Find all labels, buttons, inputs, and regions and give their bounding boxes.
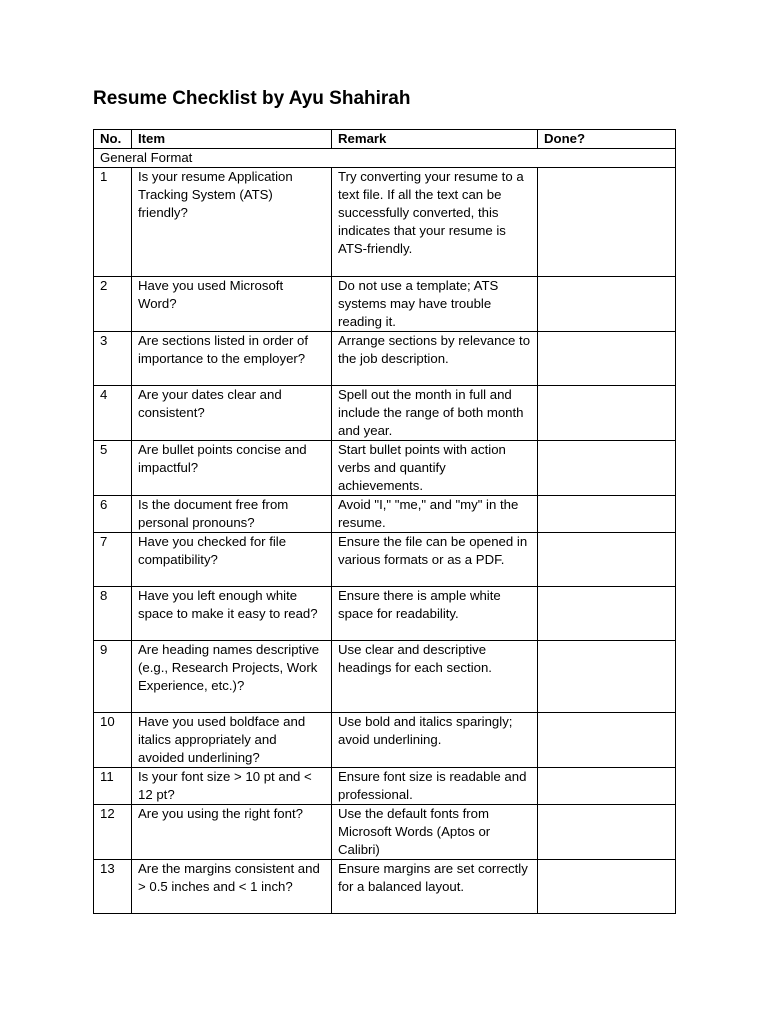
row-done-cell[interactable] [538, 587, 676, 641]
section-label: General Format [94, 149, 676, 168]
row-done-cell[interactable] [538, 277, 676, 332]
header-item: Item [132, 130, 332, 149]
header-remark: Remark [332, 130, 538, 149]
row-done-cell[interactable] [538, 441, 676, 496]
header-done: Done? [538, 130, 676, 149]
row-number: 6 [94, 496, 132, 533]
row-item: Are the margins consistent and > 0.5 inches and < 1 inch? [132, 860, 332, 914]
table-row [94, 641, 676, 713]
table-row [94, 533, 676, 587]
page-title: Resume Checklist by Ayu Shahirah [93, 88, 411, 109]
table-row [94, 277, 676, 332]
row-remark: Spell out the month in full and include the range of both month and year. [332, 386, 538, 441]
row-remark: Ensure margins are set correctly for a balanced layout. [332, 860, 538, 914]
row-number: 5 [94, 441, 132, 496]
row-remark: Ensure font size is readable and professional. [332, 768, 538, 805]
row-remark: Try converting your resume to a text file. If all the text can be successfully converted, this indicates that your resume is ATS-friendly. [332, 168, 538, 277]
row-item: Are sections listed in order of importance to the employer? [132, 332, 332, 386]
table-row [94, 332, 676, 386]
row-done-cell[interactable] [538, 860, 676, 914]
row-done-cell[interactable] [538, 768, 676, 805]
row-done-cell[interactable] [538, 533, 676, 587]
row-number: 7 [94, 533, 132, 587]
row-remark: Use bold and italics sparingly; avoid underlining. [332, 713, 538, 768]
row-number: 9 [94, 641, 132, 713]
table-row [94, 496, 676, 533]
row-done-cell[interactable] [538, 386, 676, 441]
table-row [94, 168, 676, 277]
header-no: No. [94, 130, 132, 149]
row-number: 3 [94, 332, 132, 386]
table-row [94, 860, 676, 914]
row-remark: Ensure the file can be opened in various formats or as a PDF. [332, 533, 538, 587]
row-remark: Do not use a template; ATS systems may have trouble reading it. [332, 277, 538, 332]
row-item: Are you using the right font? [132, 805, 332, 860]
row-number: 10 [94, 713, 132, 768]
row-number: 4 [94, 386, 132, 441]
row-item: Is your font size > 10 pt and < 12 pt? [132, 768, 332, 805]
row-number: 13 [94, 860, 132, 914]
row-remark: Ensure there is ample white space for readability. [332, 587, 538, 641]
checklist-table [93, 129, 676, 914]
row-item: Are your dates clear and consistent? [132, 386, 332, 441]
table-row [94, 805, 676, 860]
row-number: 12 [94, 805, 132, 860]
row-done-cell[interactable] [538, 641, 676, 713]
row-done-cell[interactable] [538, 713, 676, 768]
row-item: Are heading names descriptive (e.g., Research Projects, Work Experience, etc.)? [132, 641, 332, 713]
row-item: Have you checked for file compatibility? [132, 533, 332, 587]
row-item: Have you left enough white space to make it easy to read? [132, 587, 332, 641]
row-item: Have you used Microsoft Word? [132, 277, 332, 332]
table-row [94, 587, 676, 641]
row-item: Have you used boldface and italics appropriately and avoided underlining? [132, 713, 332, 768]
row-number: 8 [94, 587, 132, 641]
row-item: Is your resume Application Tracking System (ATS) friendly? [132, 168, 332, 277]
row-number: 2 [94, 277, 132, 332]
table-row [94, 768, 676, 805]
row-done-cell[interactable] [538, 496, 676, 533]
section-row [94, 149, 676, 168]
row-done-cell[interactable] [538, 805, 676, 860]
row-remark: Avoid "I," "me," and "my" in the resume. [332, 496, 538, 533]
row-done-cell[interactable] [538, 332, 676, 386]
table-row [94, 441, 676, 496]
row-remark: Arrange sections by relevance to the job description. [332, 332, 538, 386]
row-remark: Use clear and descriptive headings for each section. [332, 641, 538, 713]
row-number: 1 [94, 168, 132, 277]
row-item: Are bullet points concise and impactful? [132, 441, 332, 496]
table-header-row [94, 130, 676, 149]
row-done-cell[interactable] [538, 168, 676, 277]
row-number: 11 [94, 768, 132, 805]
table-row [94, 713, 676, 768]
row-item: Is the document free from personal pronouns? [132, 496, 332, 533]
row-remark: Start bullet points with action verbs and quantify achievements. [332, 441, 538, 496]
table-row [94, 386, 676, 441]
row-remark: Use the default fonts from Microsoft Words (Aptos or Calibri) [332, 805, 538, 860]
